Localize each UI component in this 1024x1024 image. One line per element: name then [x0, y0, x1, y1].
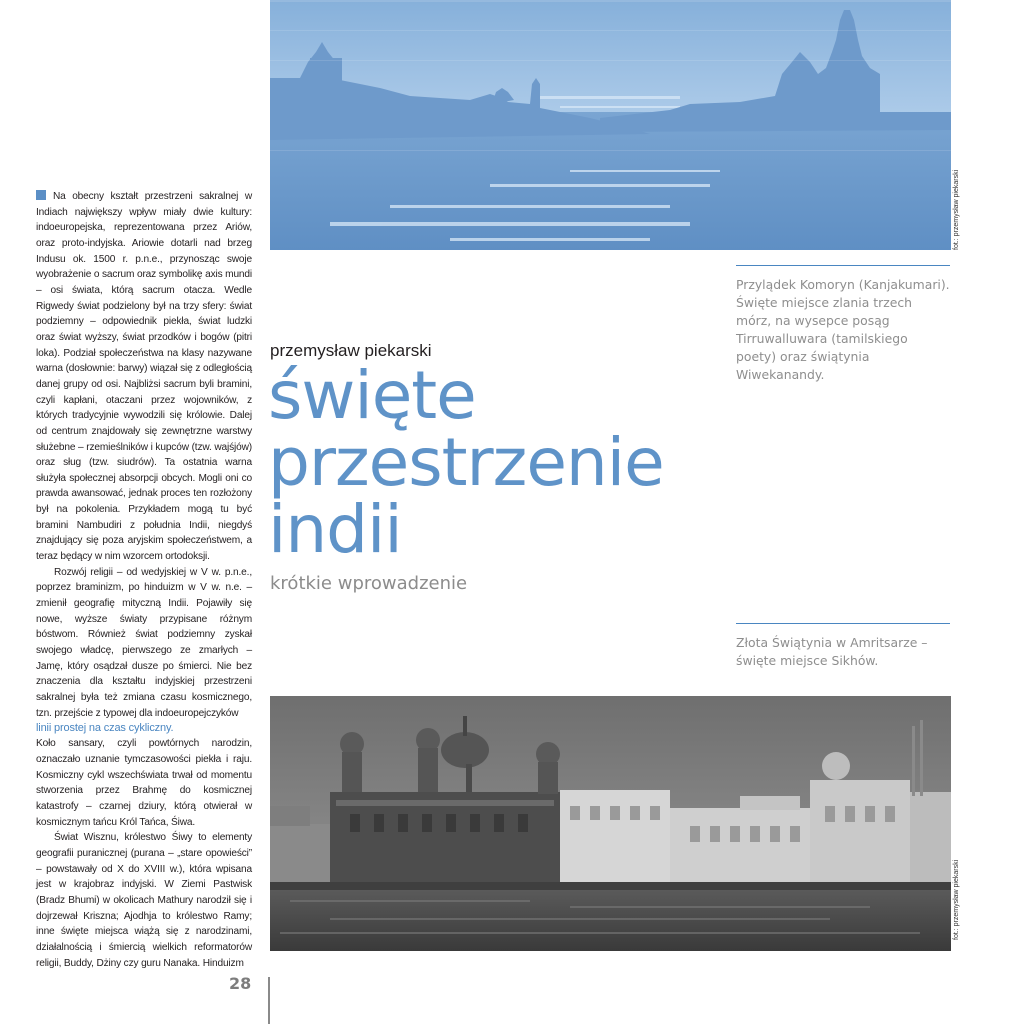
caption-rule-bottom	[736, 623, 950, 624]
page-number: 28	[229, 974, 252, 993]
caption-rule-top	[736, 265, 950, 266]
title-line: przestrzenie	[268, 424, 664, 501]
title-line: święte	[268, 357, 476, 434]
bullet-square-icon	[36, 190, 46, 200]
paragraph-2: Rozwój religii – od wedyjskiej w V w. p.n.e., poprzez braminizm, po hinduizm w V w. n.e. – zmienił geografię mityczną Indii. Pojawiły się nowe, wyższe światy przypisane różnym bóstwom. Również świat podziemny zyskał swojego władcę, pierwszego ze zmarłych – Jamę, który osądzał dusze po śmierci. Nie bez znaczenia dla kształtu indyjskiej przestrzeni sakralnej była też zmiana czasu kosmicznego, tzn. przejście z typowej dla indoeuropejczyków	[36, 566, 252, 719]
article-subtitle: krótkie wprowadzenie	[270, 573, 468, 594]
caption-bottom: Złota Świątynia w Amritsarze – święte miejsce Sikhów.	[736, 635, 928, 668]
author-name: przemysław piekarski	[270, 341, 432, 360]
paragraph-3: Koło sansary, czyli powtórnych narodzin, oznaczało uznanie tymczasowości piekła i raju. Kosmiczny cykl wszechświata trwał od momentu stworzenia przez Brahmę do kosmicznej katastrofy – czarnej dziury, którą otwierał w kosmicznym tańcu Król Tańca, Śiwa.	[36, 738, 252, 828]
caption-top: Przylądek Komoryn (Kanjakumari). Święte miejsce zlania trzech mórz, na wysepce posąg Tirruwalluwara (tamilskiego poety) oraz świątynia Wiwekanandy.	[736, 277, 950, 382]
photo-golden-temple	[270, 696, 951, 951]
photo-credit-bottom: fot.: przemysław piekarski	[953, 859, 960, 940]
paragraph-1: Na obecny kształt przestrzeni sakralnej w Indiach największy wpływ miały dwie kultury: indoeuropejska, reprezentowana przez Ariów, oraz proto-indyjska. Ariowie dotarli nad brzeg Indusu ok. 1500 r. p.n.e., przynosząc swoje wyobrażenie o sacrum oraz symbolikę axis mundi – osi świata, którą sacrum otacza. Wedle Rigwedy świat podzielony był na trzy sfery: świat podziemny – odpowiednik piekła, świat ludzki oraz świat wyższy, świat przodków i bogów (pitri loka). Podział społeczeństwa na klasy nazywane warna (dosłownie: barwy) wiązał się z odległością danej grupy od osi. Najbliżsi sacrum byli bramini, czyli kapłani, otaczani przez wojowników, z których tradycyjnie wywodzili się królowie. Dalej od centrum znajdowały się zewnętrzne warstwy służebne – rzemieślników i kupców (tzw. wajśjów) oraz sług (tzw. siudrów). Ta ostatnia warna służyła społecznej absorpcji obcych. Mogli oni co prawda awansować, jednak proces ten rozłożony był na pokolenia. Przykładem mogą tu być bramini Nambudiri z południa Indii, niegdyś znajdujący się poza aryjskim społeczeństwem, a teraz będący w nim wzorcem ortodoksji.	[36, 191, 252, 563]
body-column	[36, 189, 252, 971]
paragraph-4: Świat Wisznu, królestwo Śiwy to elementy geografii puranicznej (purana – „stare opowieści” – powstawały od X do XVIII w.), która wpisana jest w krajobraz indyjski. W Ziemi Pastwisk (Bradz Bhumi) w okolicach Mathury narodził się i dojrzewał Kriszna; Ajodhja to królestwo Ramy; inne święte miejsca wiążą się z narodzinami, działalnością i śmiercią wielkich reformatorów religii, Buddy, Dżiny czy guru Nanaka. Hinduizm	[36, 832, 252, 969]
photo-credit-top: fot.: przemysław piekarski	[953, 169, 960, 250]
article-title	[268, 357, 688, 568]
photo-kanyakumari	[270, 0, 951, 250]
pull-quote: linii prostej na czas cykliczny.	[36, 722, 174, 735]
title-line: indii	[268, 491, 402, 568]
page-number-rule	[268, 977, 270, 1024]
